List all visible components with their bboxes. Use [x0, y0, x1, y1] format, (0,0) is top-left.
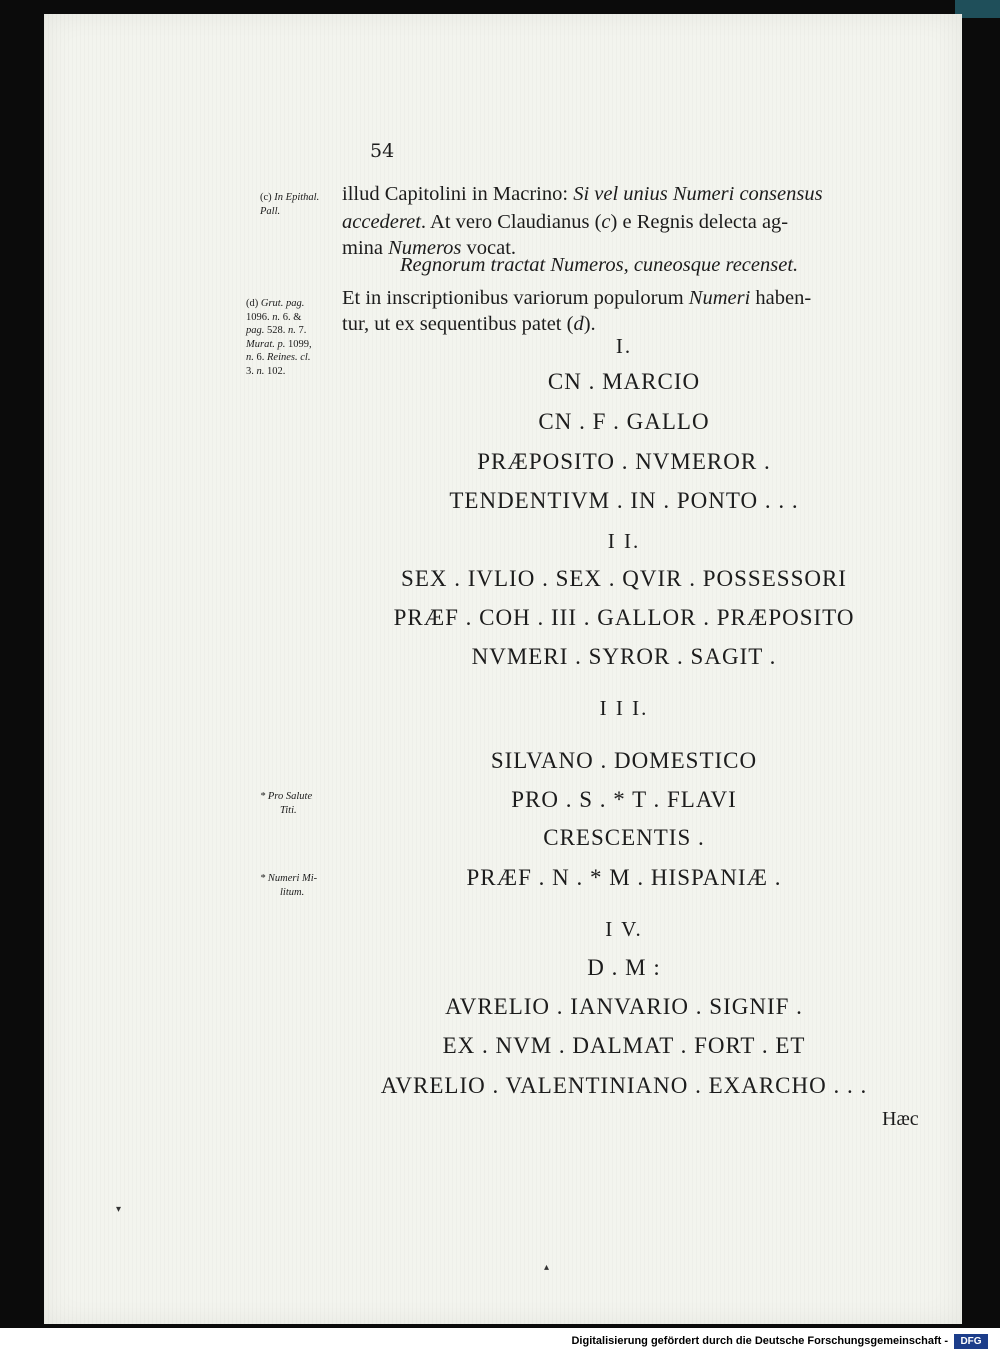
verse-quote: Regnorum tractat Numeros, cuneosque recenset.: [400, 254, 799, 276]
body-line-5: Et in inscriptionibus variorum populorum Numeri haben-: [342, 287, 812, 309]
ink-speck: ▾: [116, 1204, 122, 1215]
inscription-line: PRÆF . COH . III . GALLOR . PRÆPOSITO: [393, 605, 855, 630]
inscription-line: EX . NVM . DALMAT . FORT . ET: [442, 1033, 806, 1058]
body-line-2: accederet. At vero Claudianus (c) e Regnis delecta ag-: [342, 211, 789, 233]
inscription-line: PRÆPOSITO . NVMEROR .: [477, 449, 771, 474]
body-line-6: tur, ut ex sequentibus patet (d).: [342, 313, 596, 335]
inscription-line: SEX . IVLIO . SEX . QVIR . POSSESSORI: [401, 566, 847, 591]
catchword: Hæc: [882, 1108, 919, 1130]
dfg-logo: DFG: [954, 1334, 988, 1349]
book-page: [44, 14, 962, 1324]
inscription-line: SILVANO . DOMESTICO: [490, 748, 758, 773]
inscription-numeral-1: I.: [615, 334, 633, 358]
inscription-line: PRÆF . N . * M . HISPANIÆ .: [466, 865, 782, 890]
inscription-numeral-4: I V.: [605, 917, 643, 941]
inscription-numeral-3: I I I.: [599, 696, 649, 720]
inscription-line: PRO . S . * T . FLAVI: [511, 787, 737, 812]
margin-note-pro-salute: * Pro Salute Titi.: [260, 791, 313, 816]
inscription-line: AVRELIO . VALENTINIANO . EXARCHO . . .: [380, 1073, 868, 1098]
inscription-line: D . M :: [587, 955, 661, 980]
margin-note-numeri-militum: * Numeri Mi- litum.: [260, 873, 318, 898]
inscription-line: CN . MARCIO: [547, 369, 701, 394]
inscription-line: CN . F . GALLO: [538, 409, 710, 434]
funding-credit: Digitalisierung gefördert durch die Deutsche Forschungsgemeinschaft -: [571, 1335, 948, 1347]
body-line-3: mina Numeros vocat.: [342, 237, 517, 259]
inscription-line: CRESCENTIS .: [543, 825, 705, 850]
margin-note-d: (d) Grut. pag. 1096. n. 6. & pag. 528. n. 7. Murat. p. 1099, n. 6. Reines. cl. 3. n. 102.: [246, 298, 312, 377]
body-line-1: illud Capitolini in Macrino: Si vel unius Numeri consensus: [342, 183, 823, 205]
inscription-numeral-2: I I.: [607, 529, 641, 553]
inscription-line: TENDENTIVM . IN . PONTO . . .: [449, 488, 799, 513]
margin-note-c: (c) In Epithal. Pall.: [260, 192, 320, 217]
digitization-footer: [0, 1328, 1000, 1355]
inscription-line: AVRELIO . IANVARIO . SIGNIF .: [445, 994, 803, 1019]
page-number: 54: [370, 140, 395, 162]
inscription-line: NVMERI . SYROR . SAGIT .: [471, 644, 777, 669]
ink-speck: ▴: [544, 1262, 550, 1273]
